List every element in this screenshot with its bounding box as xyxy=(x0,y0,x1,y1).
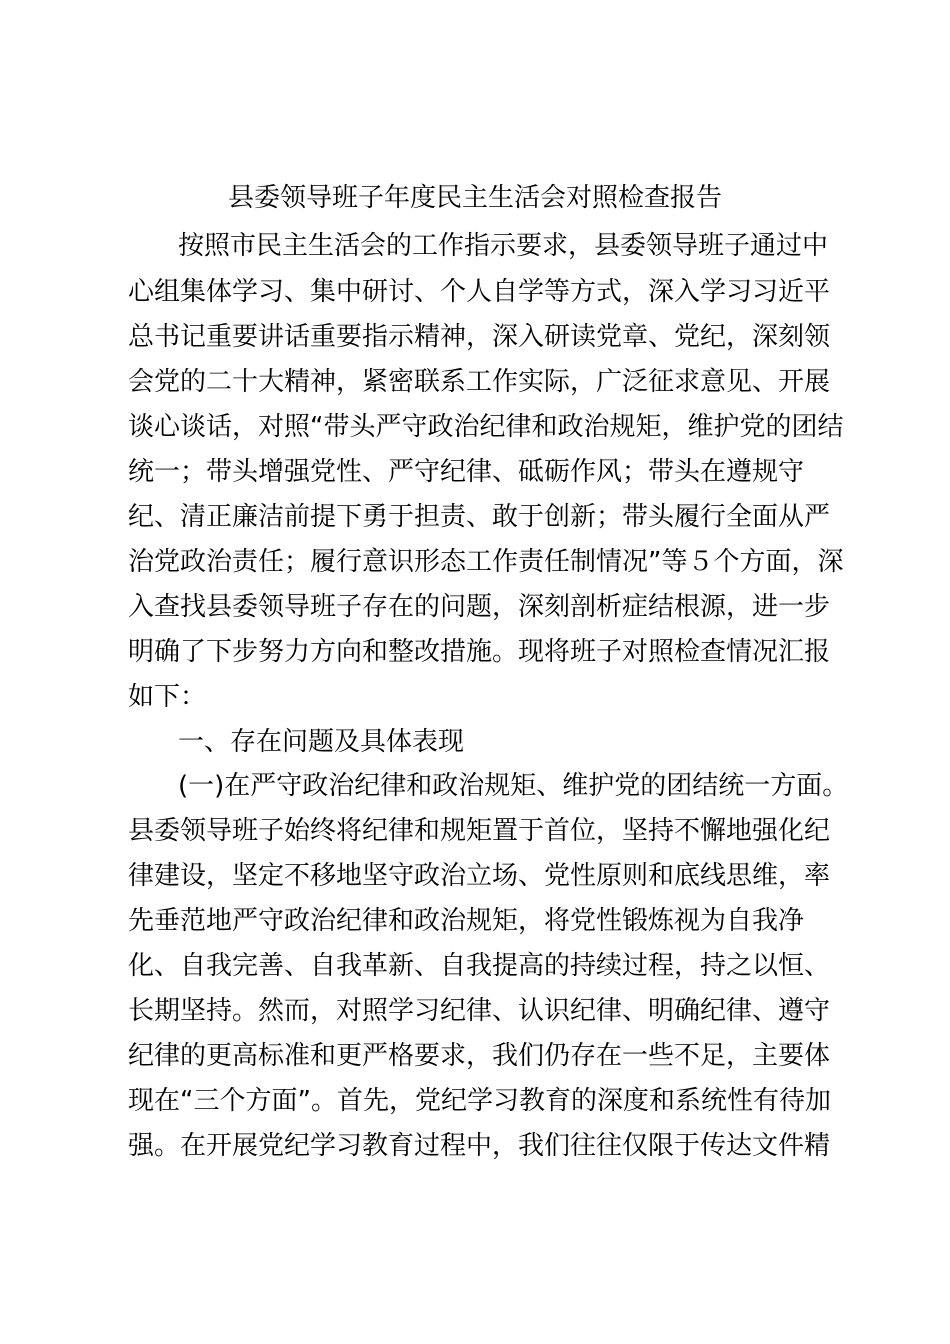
paragraph-line: 强。在开展党纪学习教育过程中，我们往往仅限于传达文件精 xyxy=(128,1131,831,1161)
paragraph-line: 纪、清正廉洁前提下勇于担责、敢于创新；带头履行全面从严 xyxy=(128,502,831,532)
paragraph-line: 化、自我完善、自我革新、自我提高的持续过程，持之以恒、 xyxy=(128,951,831,981)
document-title: 县委领导班子年度民主生活会对照检查报告 xyxy=(227,183,722,213)
paragraph-line: 治党政治责任；履行意识形态工作责任制情况”等５个方面，深 xyxy=(128,547,844,577)
paragraph-line: 统一；带头增强党性、严守纪律、砥砺作风；带头在遵规守 xyxy=(128,457,805,487)
paragraph-line: 先垂范地严守政治纪律和政治规矩，将党性锻炼视为自我净 xyxy=(128,906,805,936)
paragraph-line: 如下： xyxy=(128,682,207,712)
paragraph-line: 纪律的更高标准和更严格要求，我们仍存在一些不足，主要体 xyxy=(128,1041,831,1071)
paragraph-line: 心组集体学习、集中研讨、个人自学等方式，深入学习习近平 xyxy=(128,277,831,307)
paragraph-line: 入查找县委领导班子存在的问题，深刻剖析症结根源，进一步 xyxy=(128,592,831,622)
paragraph-line: 谈心谈话，对照“带头严守政治纪律和政治规矩，维护党的团结 xyxy=(128,412,844,442)
paragraph-line: 按照市民主生活会的工作指示要求，县委领导班子通过中 xyxy=(178,231,829,261)
section-heading: 一、存在问题及具体表现 xyxy=(178,727,465,757)
paragraph-line: 明确了下步努力方向和整改措施。现将班子对照检查情况汇报 xyxy=(128,637,831,667)
paragraph-line: 长期坚持。然而，对照学习纪律、认识纪律、明确纪律、遵守 xyxy=(128,996,831,1026)
paragraph-line: 会党的二十大精神，紧密联系工作实际，广泛征求意见、开展 xyxy=(128,367,831,397)
paragraph-line: 律建设，坚定不移地坚守政治立场、党性原则和底线思维，率 xyxy=(128,861,831,891)
paragraph-line: 县委领导班子始终将纪律和规矩置于首位，坚持不懈地强化纪 xyxy=(128,816,831,846)
paragraph-line: 总书记重要讲话重要指示精神，深入研读党章、党纪，深刻领 xyxy=(128,322,831,352)
subsection-heading: (一)在严守政治纪律和政治规矩、维护党的团结统一方面。 xyxy=(178,771,849,801)
paragraph-line: 现在“三个方面”。首先，党纪学习教育的深度和系统性有待加 xyxy=(128,1086,831,1116)
